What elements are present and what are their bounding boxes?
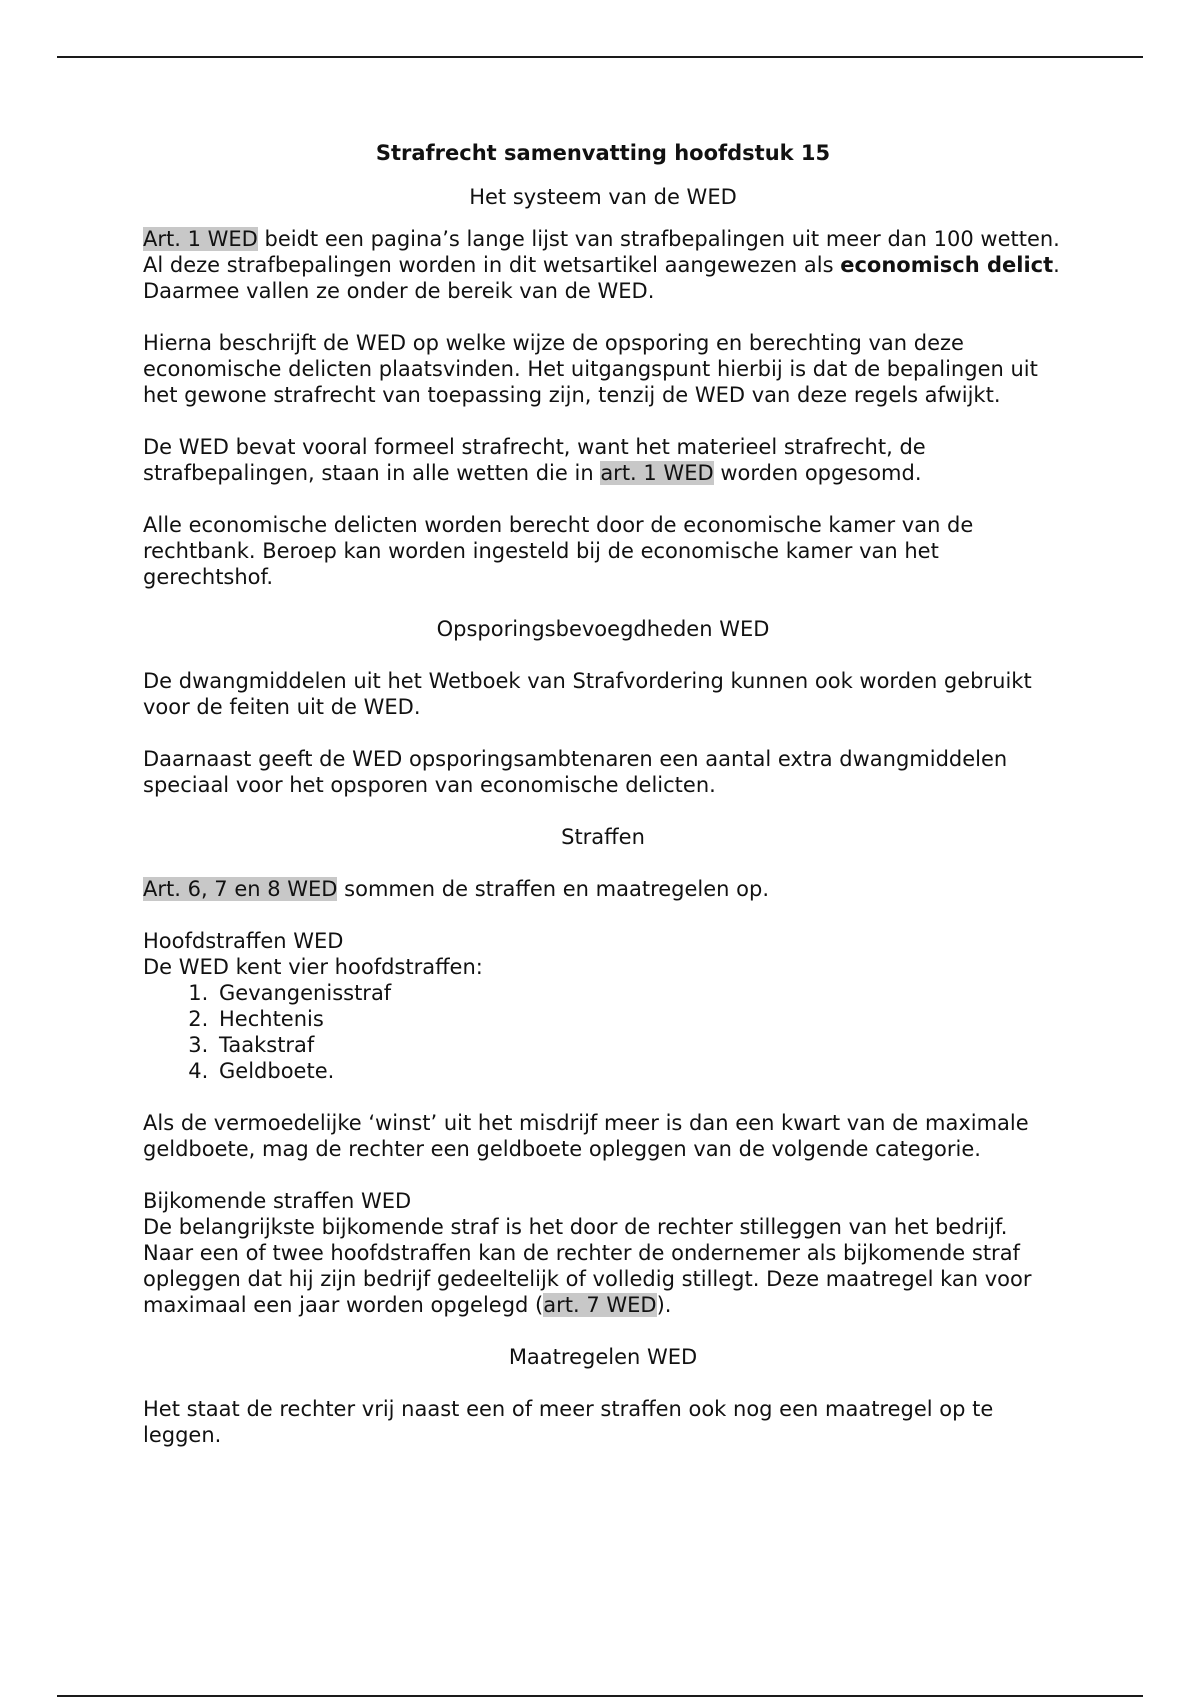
paragraph-maatregel: Het staat de rechter vrij naast een of meer straffen ook nog een maatregel op te leggen. <box>143 1397 994 1447</box>
document-title: Strafrecht samenvatting hoofdstuk 15 <box>375 141 831 165</box>
paragraph-bijkomende-straf: De belangrijkste bijkomende straf is het door de rechter stilleggen van het bedrijf. Naar een of twee hoofdstraffen kan de rechter de ondernemer als bijkomende straf opleggen dat hij zijn bedrijf gedeeltelijk of volledig stillegt. Deze maatregel kan voor maximaal een jaar worden opgelegd (art. 7 WED). <box>143 1215 1032 1317</box>
hoofdstraffen-list <box>143 980 1063 1084</box>
paragraph-dwangmiddelen: De dwangmiddelen uit het Wetboek van Strafvordering kunnen ook worden gebruikt voor de feiten uit de WED. <box>143 669 1032 719</box>
article-ref-highlight: Art. 1 WED <box>143 227 258 251</box>
heading-opsporing: Opsporingsbevoegdheden WED <box>436 617 770 641</box>
subheading-bijkomende-straffen: Bijkomende straffen WED <box>143 1189 412 1213</box>
list-item: 3. Taakstraf <box>215 1032 1063 1058</box>
paragraph-extra-dwangmiddelen: Daarnaast geeft de WED opsporingsambtenaren een aantal extra dwangmiddelen speciaal voor het opsporen van economische delicten. <box>143 747 1008 797</box>
subheading-hoofdstraffen: Hoofdstraffen WED <box>143 929 344 953</box>
paragraph-art678: Art. 6, 7 en 8 WED sommen de straffen en maatregelen op. <box>143 877 770 901</box>
heading-straffen: Straffen <box>561 825 645 849</box>
article-ref-highlight: art. 1 WED <box>600 461 714 485</box>
paragraph-winst-geldboete: Als de vermoedelijke ‘winst’ uit het misdrijf meer is dan een kwart van de maximale geldboete, mag de rechter een geldboete opleggen van de volgende categorie. <box>143 1111 1029 1161</box>
hoofdstraffen-intro: De WED kent vier hoofdstraffen: <box>143 955 483 979</box>
heading-systeem: Het systeem van de WED <box>469 185 737 209</box>
paragraph-economische-kamer: Alle economische delicten worden berecht door de economische kamer van de rechtbank. Beroep kan worden ingesteld bij de economische kamer van het gerechtshof. <box>143 513 974 589</box>
list-item: 4. Geldboete. <box>215 1058 1063 1084</box>
document-body <box>143 140 1063 1474</box>
list-item: 2. Hechtenis <box>215 1006 1063 1032</box>
bottom-rule <box>57 1695 1143 1697</box>
paragraph-opsporing-berechting: Hierna beschrijft de WED op welke wijze de opsporing en berechting van deze economische delicten plaatsvinden. Het uitgangspunt hierbij is dat de bepalingen uit het gewone strafrecht van toepassing zijn, tenzij de WED van deze regels afwijkt. <box>143 331 1038 407</box>
paragraph-art1: Art. 1 WED beidt een pagina’s lange lijst van strafbepalingen uit meer dan 100 wetten. Al deze strafbepalingen worden in dit wetsartikel aangewezen als economisch delict. Daarmee vallen ze onder de bereik van de WED. <box>143 227 1060 303</box>
top-rule <box>57 56 1143 58</box>
article-ref-highlight: Art. 6, 7 en 8 WED <box>143 877 338 901</box>
heading-maatregelen: Maatregelen WED <box>508 1345 698 1369</box>
paragraph-formeel-strafrecht: De WED bevat vooral formeel strafrecht, want het materieel strafrecht, de strafbepalingen, staan in alle wetten die in art. 1 WED worden opgesomd. <box>143 435 926 485</box>
bold-term: economisch delict <box>840 253 1054 277</box>
article-ref-highlight: art. 7 WED <box>543 1293 657 1317</box>
list-item: 1. Gevangenisstraf <box>215 980 1063 1006</box>
